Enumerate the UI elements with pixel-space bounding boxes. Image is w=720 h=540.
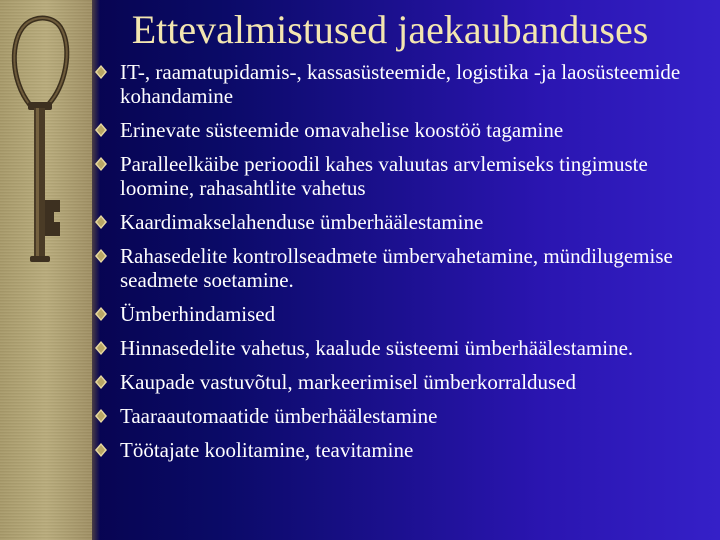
diamond-bullet-icon — [94, 408, 108, 424]
list-item — [90, 60, 715, 108]
bullet-text: Paralleelkäibe perioodil kahes valuutas arvlemiseks tingimuste loomine, rahasahtlite vahetus — [120, 152, 648, 200]
list-item — [90, 118, 715, 142]
bullet-text: Ümberhindamised — [120, 302, 276, 326]
diamond-bullet-icon — [94, 122, 108, 138]
diamond-bullet-icon — [94, 64, 108, 80]
slide-title: Ettevalmistused jaekaubanduses — [131, 7, 649, 52]
bullet-text: Kaupade vastuvõtul, markeerimisel ümberkorraldused — [120, 370, 577, 394]
bullet-text: Erinevate süsteemide omavahelise koostöö tagamine — [120, 118, 564, 142]
list-item — [90, 244, 715, 292]
bullet-text: Rahasedelite kontrollseadmete ümbervahetamine, mündilugemise seadmete soetamine. — [120, 244, 673, 292]
diamond-bullet-icon — [94, 214, 108, 230]
list-item — [90, 438, 715, 462]
diamond-bullet-icon — [94, 248, 108, 264]
bullet-text: Hinnasedelite vahetus, kaalude süsteemi ümberhäälestamine. — [120, 336, 634, 360]
list-item — [90, 152, 715, 200]
bullet-text: Töötajate koolitamine, teavitamine — [120, 438, 414, 462]
diamond-bullet-icon — [94, 442, 108, 458]
list-item — [90, 336, 715, 360]
diamond-bullet-icon — [94, 306, 108, 322]
bullet-text: Kaardimakselahenduse ümberhäälestamine — [120, 210, 484, 234]
list-item — [90, 210, 715, 234]
list-item — [90, 302, 715, 326]
bullet-list — [90, 60, 715, 472]
list-item — [90, 404, 715, 428]
diamond-bullet-icon — [94, 374, 108, 390]
bullet-text: Taaraautomaatide ümberhäälestamine — [120, 404, 438, 428]
list-item — [90, 370, 715, 394]
diamond-bullet-icon — [94, 340, 108, 356]
diamond-bullet-icon — [94, 156, 108, 172]
bullet-text: IT-, raamatupidamis-, kassasüsteemide, logistika -ja laosüsteemide kohandamine — [120, 60, 681, 108]
